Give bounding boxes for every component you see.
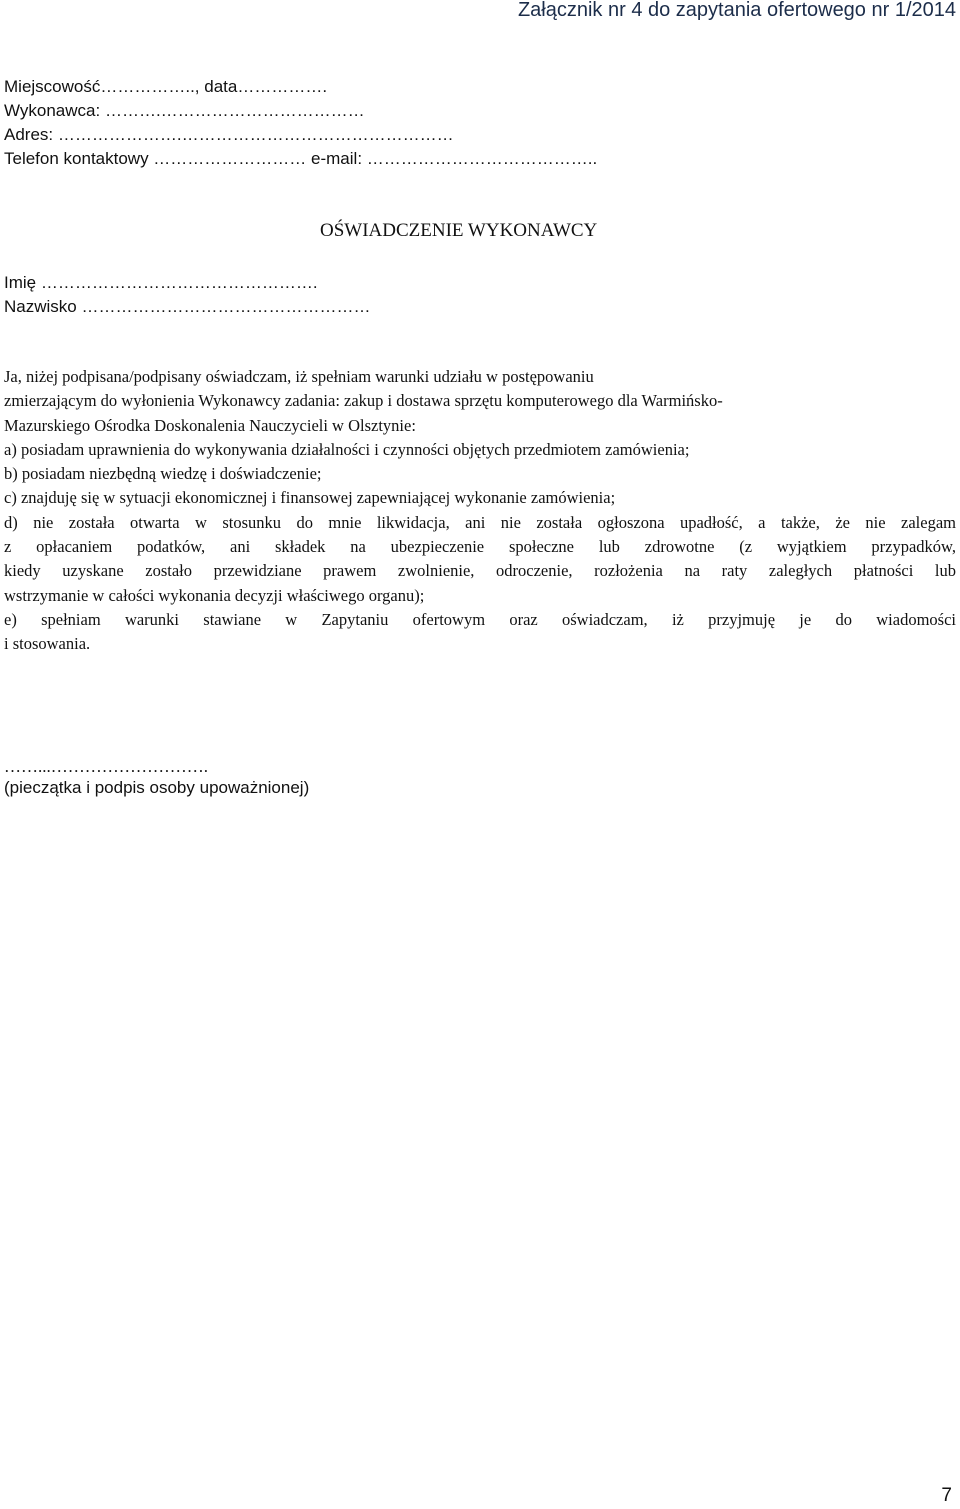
phone-email-field: Telefon kontaktowy ……………………… e-mail: …………………………………..	[4, 149, 598, 168]
statement-item-b: b) posiadam niezbędną wiedzę i doświadczenie;	[4, 464, 322, 484]
signature-label: (pieczątka i podpis osoby upoważnionej)	[4, 778, 310, 797]
statement-intro-line-2: zmierzającym do wyłonienia Wykonawcy zadania: zakup i dostawa sprzętu komputerowego dla Warmińsko-	[4, 391, 723, 411]
statement-item-a: a) posiadam uprawnienia do wykonywania działalności i czynności objętych przedmiotem zamówienia;	[4, 439, 690, 459]
statement-intro-line-1: Ja, niżej podpisana/podpisany oświadczam, iż spełniam warunki udziału w postępowaniu	[4, 367, 594, 386]
statement-intro-line-3: Mazurskiego Ośrodka Doskonalenia Nauczycieli w Olsztynie:	[4, 415, 416, 435]
statement-item-d-line-4: wstrzymanie w całości wykonania decyzji właściwego organu);	[4, 585, 425, 605]
signature-line: ……...……………………….	[4, 757, 208, 776]
statement-item-e-line-2: i stosowania.	[4, 634, 91, 654]
address-field: Adres: ………………….…………………………………………	[4, 125, 454, 144]
statement-item-d-line-3: kiedy uzyskane zostało przewidziane prawem zwolnienie, odroczenie, rozłożenia na raty zaległych płatności lub	[4, 561, 956, 581]
first-name-field: Imię ………………………………………….	[4, 273, 318, 292]
contractor-field: Wykonawca: ……….………………………………	[4, 101, 365, 120]
statement-item-e-line-1: e) spełniam warunki stawiane w Zapytaniu ofertowym oraz oświadczam, iż przyjmuję je do wiadomości	[4, 609, 956, 629]
statement-item-d-line-2: z opłacaniem podatków, ani składek na ubezpieczenie społeczne lub zdrowotne (z wyjątkiem przypadków,	[4, 537, 956, 557]
statement-body	[4, 365, 956, 657]
location-date-field: Miejscowość…………….., data…………….	[4, 77, 328, 96]
annex-heading: Załącznik nr 4 do zapytania ofertowego nr 1/2014	[517, 0, 956, 21]
last-name-field: Nazwisko ……………………………………………	[4, 297, 371, 316]
document-title: OŚWIADCZENIE WYKONAWCY	[320, 220, 598, 241]
page-number: 7	[941, 1485, 952, 1506]
statement-item-c: c) znajduję się w sytuacji ekonomicznej i finansowej zapewniającej wykonanie zamówienia;	[4, 488, 616, 508]
statement-item-d-line-1: d) nie została otwarta w stosunku do mnie likwidacja, ani nie została ogłoszona upadłość, a także, że nie zalegam	[4, 512, 956, 532]
